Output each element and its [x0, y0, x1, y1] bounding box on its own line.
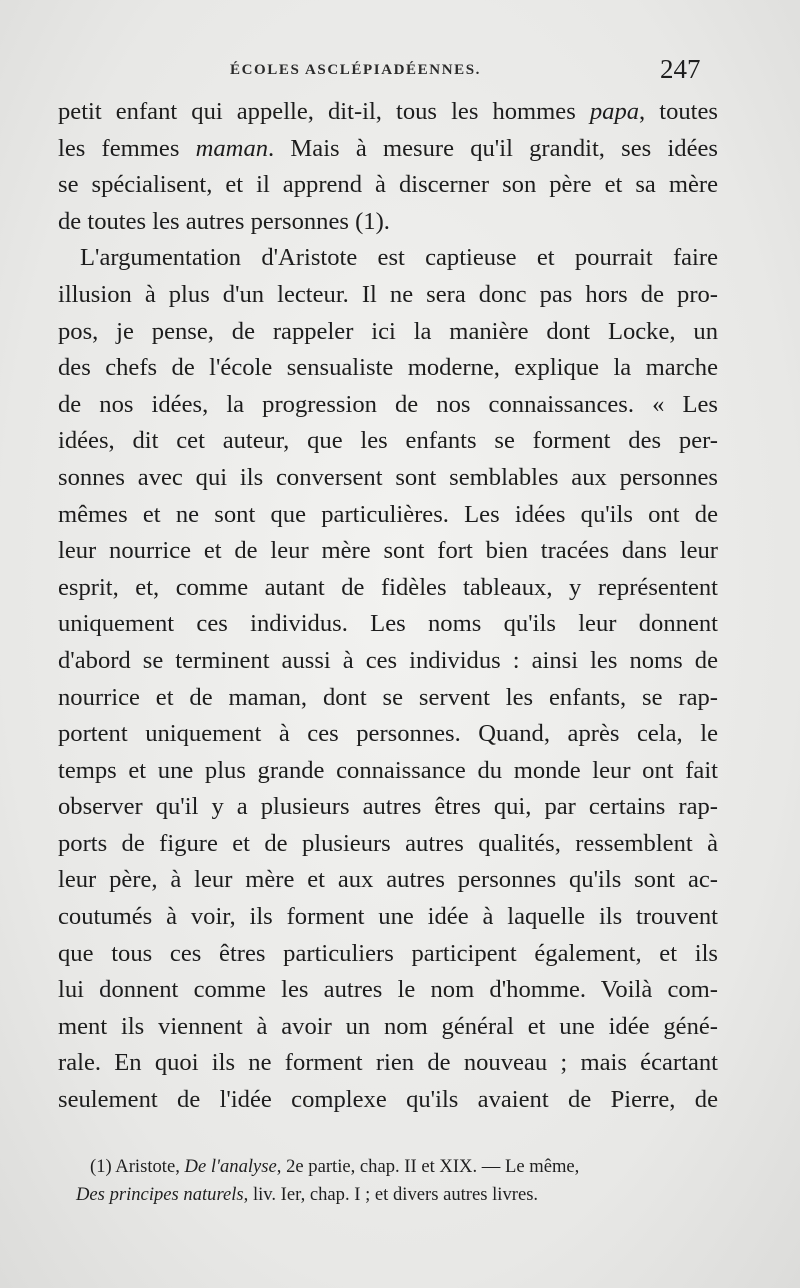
text-line [58, 387, 718, 424]
text-run: portent uniquement à ces personnes. Quand, après cela, le [58, 720, 718, 748]
text-run: lui donnent comme les autres le nom d'homme. Voilà com- [58, 976, 718, 1004]
text-run: illusion à plus d'un lecteur. Il ne sera donc pas hors de pro- [58, 280, 718, 308]
text-run: L'argumentation d'Aristote est captieuse et pourrait faire [80, 244, 718, 272]
text-run: d'abord se terminent aussi à ces individus : ainsi les noms de [58, 646, 718, 674]
page-number: 247 [660, 54, 701, 84]
text-run: pos, je pense, de rappeler ici la manière dont Locke, un [58, 317, 718, 345]
italic-text: Des principes naturels [76, 1184, 244, 1205]
italic-text: maman [195, 134, 269, 162]
text-run: coutumés à voir, ils forment une idée à laquelle ils trouvent [58, 903, 718, 931]
text-line [58, 167, 718, 204]
text-line [58, 533, 718, 570]
text-run: , liv. Ier, chap. I ; et divers autres livres. [243, 1184, 539, 1205]
text-run: de toutes les autres personnes (1). [58, 207, 390, 235]
text-line [58, 314, 718, 351]
running-title: ÉCOLES ASCLÉPIADÉENNES. [230, 62, 482, 78]
footnote-line [76, 1153, 726, 1181]
text-line [58, 94, 718, 131]
text-run: rale. En quoi ils ne forment rien de nouveau ; mais écartant [58, 1049, 718, 1077]
text-line [58, 277, 718, 314]
text-line [58, 240, 718, 277]
text-run: seulement de l'idée complexe qu'ils avaient de Pierre, de [58, 1086, 718, 1114]
text-line [58, 570, 718, 607]
text-line [58, 972, 718, 1009]
text-run: mêmes et ne sont que particulières. Les idées qu'ils ont de [58, 500, 718, 528]
text-run: (1) Aristote, [90, 1156, 185, 1177]
text-run: petit enfant qui appelle, dit-il, tous les hommes [58, 98, 590, 125]
text-run: de nos idées, la progression de nos connaissances. « Les [58, 390, 718, 418]
text-run: idées, dit cet auteur, que les enfants se forment des per- [58, 427, 718, 455]
running-head [0, 54, 800, 90]
text-run: , toutes [639, 98, 719, 125]
text-line [58, 606, 718, 643]
text-run: esprit, et, comme autant de fidèles tableaux, y représentent [58, 573, 718, 601]
footnote [76, 1153, 726, 1209]
text-line [58, 131, 718, 168]
text-line [58, 423, 718, 460]
text-line [58, 899, 718, 936]
text-run: uniquement ces individus. Les noms qu'ils leur donnent [58, 610, 718, 638]
text-line [58, 1009, 718, 1046]
text-run: nourrice et de maman, dont se servent les enfants, se rap- [58, 683, 718, 711]
text-run: observer qu'il y a plusieurs autres êtres qui, par certains rap- [58, 793, 718, 821]
text-line [58, 204, 718, 241]
text-line [58, 862, 718, 899]
text-run: sonnes avec qui ils conversent sont semblables aux personnes [58, 463, 718, 491]
text-line [58, 753, 718, 790]
text-run: des chefs de l'école sensualiste moderne, explique la marche [58, 354, 718, 382]
text-line [58, 497, 718, 534]
text-line [58, 643, 718, 680]
body-text [58, 94, 718, 1119]
text-run: ment ils viennent à avoir un nom général et une idée géné- [58, 1012, 718, 1040]
text-run: se spécialisent, et il apprend à discerner son père et sa mère [58, 171, 718, 199]
text-run: , 2e partie, chap. II et XIX. — Le même, [276, 1156, 580, 1177]
text-run: . Mais à mesure qu'il grandit, ses idées [268, 134, 718, 162]
text-run: leur père, à leur mère et aux autres personnes qu'ils sont ac- [58, 866, 718, 894]
text-line [58, 1045, 718, 1082]
text-line [58, 460, 718, 497]
text-line [58, 350, 718, 387]
text-run: leur nourrice et de leur mère sont fort bien tracées dans leur [58, 537, 718, 565]
text-line [58, 716, 718, 753]
text-line [58, 680, 718, 717]
text-line [58, 1082, 718, 1119]
italic-text: papa [589, 98, 640, 125]
italic-text: De l'analyse [184, 1156, 277, 1177]
text-run: ports de figure et de plusieurs autres qualités, ressemblent à [58, 829, 718, 857]
text-run: les femmes [58, 134, 196, 162]
text-line [58, 789, 718, 826]
text-line [58, 936, 718, 973]
text-run: que tous ces êtres particuliers participent également, et ils [58, 939, 718, 967]
text-run: temps et une plus grande connaissance du monde leur ont fait [58, 756, 718, 784]
text-line [58, 826, 718, 863]
footnote-line [76, 1181, 726, 1209]
